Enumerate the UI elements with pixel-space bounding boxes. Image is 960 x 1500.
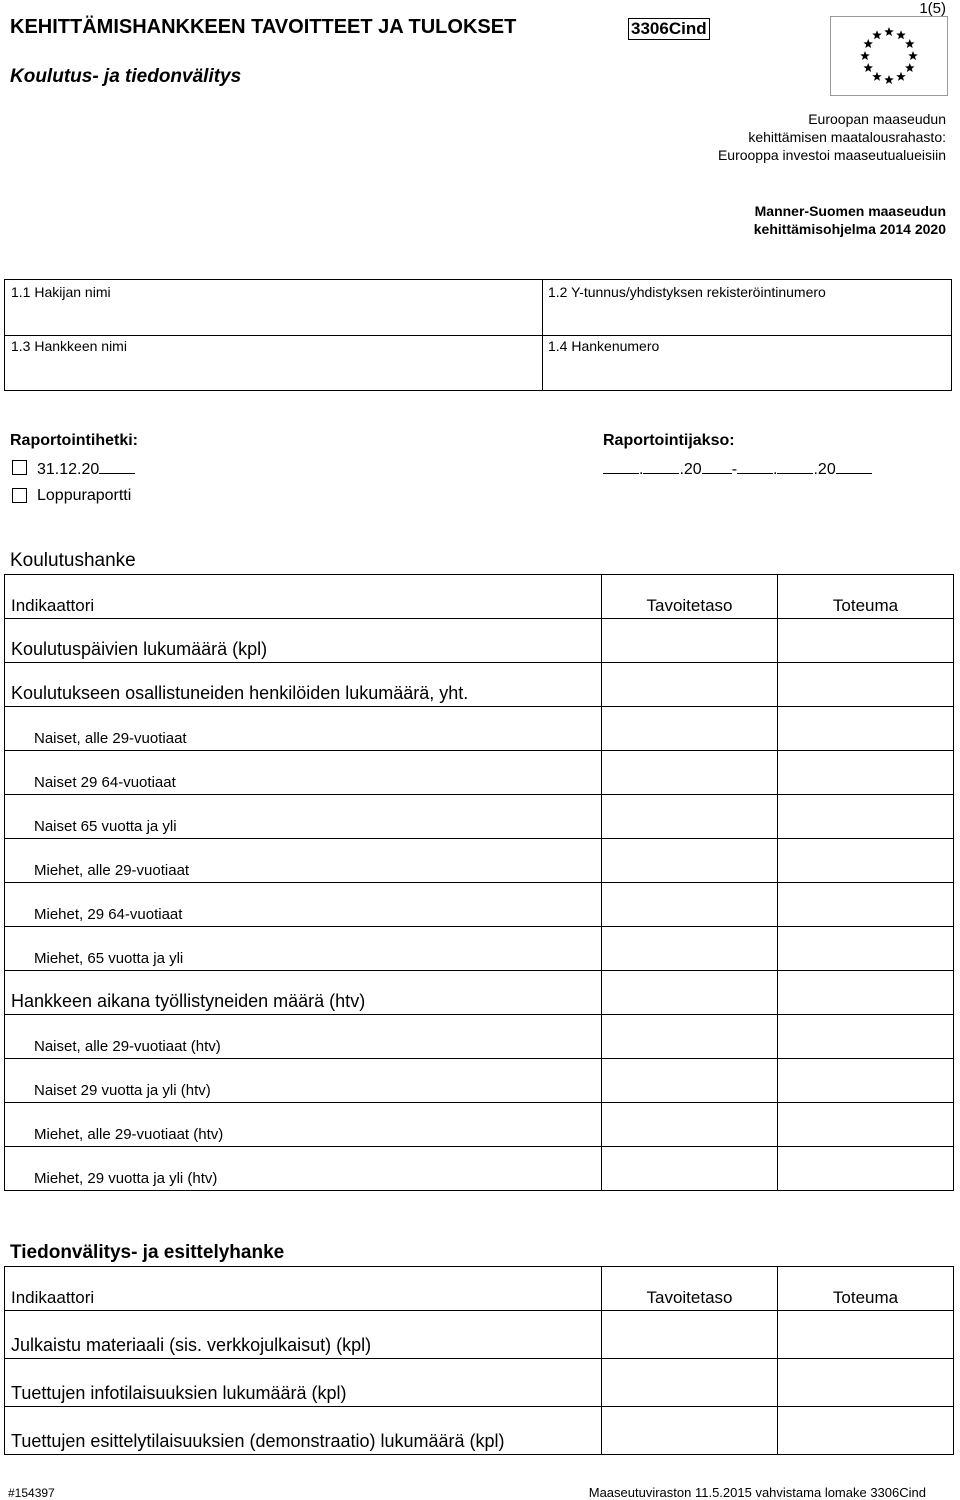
day-blank[interactable]: [603, 459, 639, 474]
fund-line: Eurooppa investoi maaseutualueisiin: [717, 147, 946, 163]
month-blank[interactable]: [777, 459, 813, 474]
period-sep: -: [731, 461, 738, 478]
period-sep: .: [639, 461, 644, 478]
reporting-period-label: Raportointijakso:: [603, 432, 735, 449]
applicant-name-field[interactable]: 1.1 Hakijan nimi: [11, 284, 111, 300]
fund-line: Euroopan maaseudun: [808, 111, 946, 127]
actual-cell[interactable]: [778, 1015, 954, 1059]
table-row: [5, 707, 954, 751]
table-row: [5, 1015, 954, 1059]
actual-cell[interactable]: [778, 883, 954, 927]
indicator-header: Indikaattori: [5, 1267, 602, 1311]
eu-flag-icon: [830, 16, 948, 96]
year-blank[interactable]: [702, 459, 732, 474]
target-cell[interactable]: [602, 1147, 778, 1191]
flag-star: [863, 39, 873, 48]
target-cell[interactable]: [602, 751, 778, 795]
program-line: Manner-Suomen maaseudun: [754, 203, 946, 219]
final-report-checkbox[interactable]: [12, 488, 27, 503]
divider: [5, 335, 951, 336]
period-sep: .: [773, 461, 778, 478]
fund-text: [718, 110, 946, 164]
program-text: [754, 202, 946, 238]
table-row: [5, 839, 954, 883]
indicator-label: Naiset 29 64-vuotiaat: [5, 751, 602, 795]
date-option: [37, 459, 135, 479]
actual-cell[interactable]: [778, 663, 954, 707]
actual-cell[interactable]: [778, 1311, 954, 1359]
target-cell[interactable]: [602, 1059, 778, 1103]
indicator-label: Koulutukseen osallistuneiden henkilöiden lukumäärä, yht.: [5, 663, 602, 707]
actual-header: Toteuma: [778, 575, 954, 619]
year-blank[interactable]: [836, 459, 872, 474]
form-title: KEHITTÄMISHANKKEEN TAVOITTEET JA TULOKSET: [10, 16, 517, 38]
indicator-label: Miehet, 29 vuotta ja yli (htv): [5, 1147, 602, 1191]
agency-footer: Maaseutuviraston 11.5.2015 vahvistama lomake 3306Cind: [588, 1485, 926, 1500]
table-row: [5, 883, 954, 927]
actual-cell[interactable]: [778, 751, 954, 795]
year-blank[interactable]: [99, 459, 135, 474]
flag-star: [872, 72, 882, 81]
final-report-label: Loppuraportti: [37, 487, 132, 504]
target-cell[interactable]: [602, 1359, 778, 1407]
target-cell[interactable]: [602, 1311, 778, 1359]
actual-cell[interactable]: [778, 927, 954, 971]
reporting-time-label: Raportointihetki:: [10, 432, 138, 449]
date-option-label: 31.12.20: [37, 461, 100, 478]
training-section-title: Koulutushanke: [10, 550, 136, 571]
flag-star: [884, 27, 894, 36]
table-row: [5, 1059, 954, 1103]
table-row: [5, 1147, 954, 1191]
indicator-label: Naiset 29 vuotta ja yli (htv): [5, 1059, 602, 1103]
actual-cell[interactable]: [778, 619, 954, 663]
actual-cell[interactable]: [778, 707, 954, 751]
info-section-title: Tiedonvälitys- ja esittelyhanke: [10, 1242, 285, 1263]
flag-star: [863, 63, 873, 72]
indicator-label: Tuettujen esittelytilaisuuksien (demonstraatio) lukumäärä (kpl): [5, 1407, 602, 1455]
target-cell[interactable]: [602, 883, 778, 927]
flag-star: [908, 51, 918, 60]
target-cell[interactable]: [602, 619, 778, 663]
indicator-label: Koulutuspäivien lukumäärä (kpl): [5, 619, 602, 663]
table-row: [5, 1103, 954, 1147]
target-cell[interactable]: [602, 663, 778, 707]
table-row: [5, 619, 954, 663]
flag-star: [884, 75, 894, 84]
table-row: [5, 971, 954, 1015]
table-row: [5, 663, 954, 707]
flag-star: [872, 30, 882, 39]
form-code: 3306Cind: [628, 18, 710, 40]
target-cell[interactable]: [602, 1103, 778, 1147]
project-number-field[interactable]: 1.4 Hankenumero: [548, 338, 660, 354]
business-id-field[interactable]: 1.2 Y-tunnus/yhdistyksen rekisteröintinumero: [548, 284, 826, 300]
period-sep: .20: [813, 461, 836, 478]
flag-star: [905, 63, 915, 72]
applicant-fields-box: [4, 279, 952, 391]
table-header-row: [5, 575, 954, 619]
form-subtitle: Koulutus- ja tiedonvälitys: [10, 66, 242, 87]
target-cell[interactable]: [602, 1015, 778, 1059]
indicator-label: Miehet, 65 vuotta ja yli: [5, 927, 602, 971]
target-cell[interactable]: [602, 927, 778, 971]
period-sep: .20: [679, 461, 702, 478]
month-blank[interactable]: [643, 459, 679, 474]
indicator-header: Indikaattori: [5, 575, 602, 619]
flag-star: [896, 30, 906, 39]
table-row: [5, 1311, 954, 1359]
indicator-label: Hankkeen aikana työllistyneiden määrä (htv): [5, 971, 602, 1015]
training-indicator-table: [4, 574, 954, 1191]
target-cell[interactable]: [602, 839, 778, 883]
program-line: kehittämisohjelma 2014 2020: [753, 221, 946, 237]
target-cell[interactable]: [602, 1407, 778, 1455]
date-checkbox[interactable]: [12, 460, 27, 475]
actual-cell[interactable]: [778, 1407, 954, 1455]
table-row: [5, 795, 954, 839]
actual-cell[interactable]: [778, 971, 954, 1015]
target-header: Tavoitetaso: [602, 575, 778, 619]
table-row: [5, 927, 954, 971]
day-blank[interactable]: [737, 459, 773, 474]
indicator-label: Julkaistu materiaali (sis. verkkojulkaisut) (kpl): [5, 1311, 602, 1359]
page-number: 1(5): [919, 0, 946, 17]
project-name-field[interactable]: 1.3 Hankkeen nimi: [11, 338, 127, 354]
actual-cell[interactable]: [778, 795, 954, 839]
indicator-label: Naiset, alle 29-vuotiaat (htv): [5, 1015, 602, 1059]
flag-star: [905, 39, 915, 48]
flag-star: [896, 72, 906, 81]
flag-star: [860, 51, 870, 60]
actual-cell[interactable]: [778, 1359, 954, 1407]
target-cell[interactable]: [602, 795, 778, 839]
indicator-label: Miehet, alle 29-vuotiaat (htv): [5, 1103, 602, 1147]
indicator-label: Naiset, alle 29-vuotiaat: [5, 707, 602, 751]
target-cell[interactable]: [602, 971, 778, 1015]
info-indicator-table: [4, 1266, 954, 1455]
table-row: [5, 751, 954, 795]
actual-cell[interactable]: [778, 1147, 954, 1191]
indicator-label: Tuettujen infotilaisuuksien lukumäärä (kpl): [5, 1359, 602, 1407]
actual-header: Toteuma: [778, 1267, 954, 1311]
table-row: [5, 1407, 954, 1455]
reporting-period-fields: [603, 459, 872, 479]
indicator-label: Miehet, alle 29-vuotiaat: [5, 839, 602, 883]
table-row: [5, 1359, 954, 1407]
fund-line: kehittämisen maatalousrahasto:: [748, 129, 946, 145]
actual-cell[interactable]: [778, 839, 954, 883]
indicator-label: Naiset 65 vuotta ja yli: [5, 795, 602, 839]
indicator-label: Miehet, 29 64-vuotiaat: [5, 883, 602, 927]
table-header-row: [5, 1267, 954, 1311]
actual-cell[interactable]: [778, 1103, 954, 1147]
document-id: #154397: [8, 1486, 55, 1500]
actual-cell[interactable]: [778, 1059, 954, 1103]
target-header: Tavoitetaso: [602, 1267, 778, 1311]
target-cell[interactable]: [602, 707, 778, 751]
